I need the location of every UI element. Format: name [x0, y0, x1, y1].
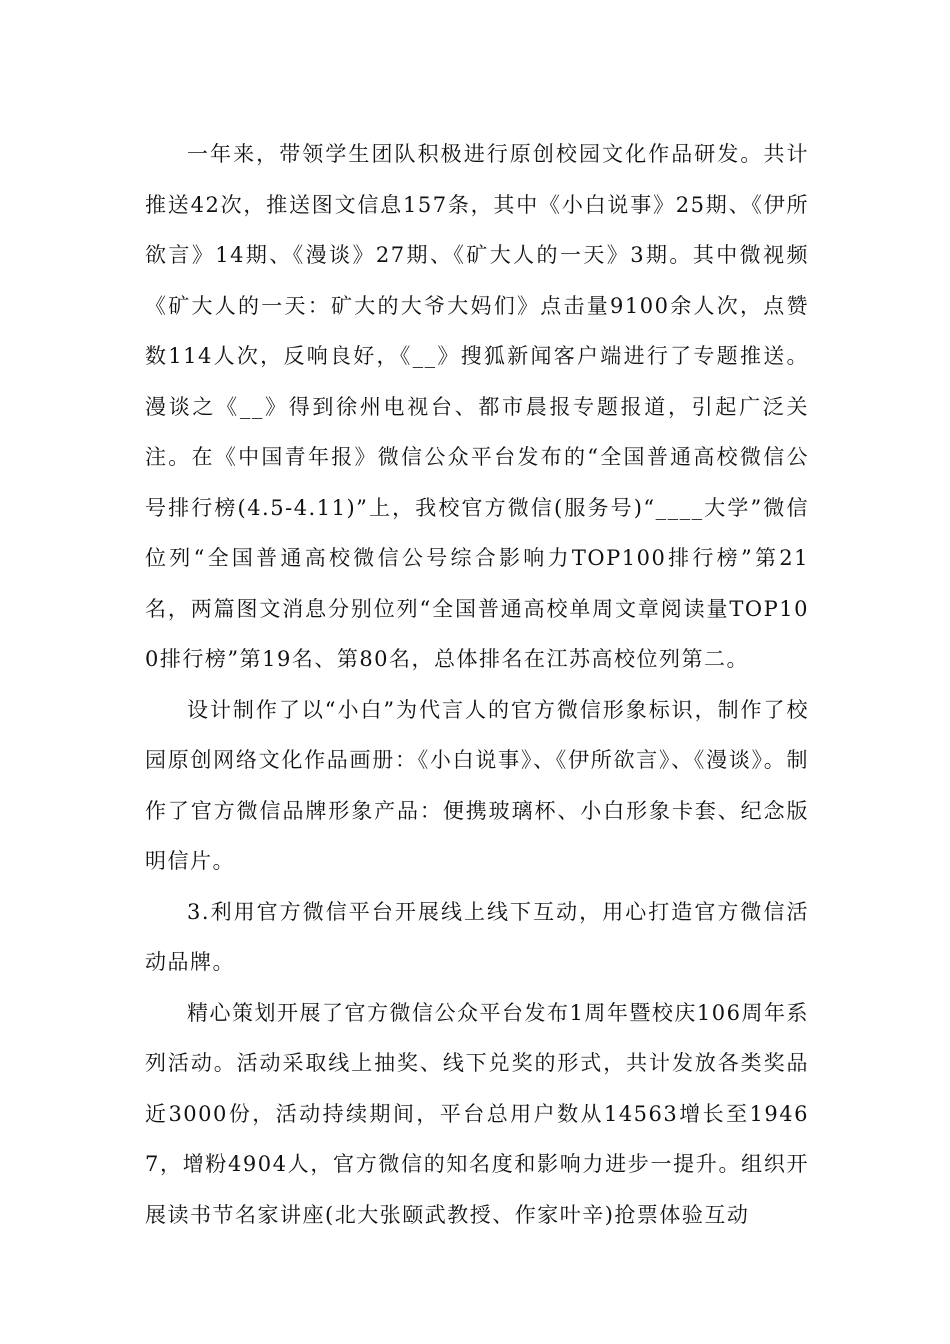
paragraph-anniversary-activities: 精心策划开展了官方微信公众平台发布1周年暨校庆106周年系列活动。活动采取线上抽奖、线下兑奖的形式，共计发放各类奖品近3000份，活动持续期间，平台总用户数从14563增长至19467，增粉4904人，官方微信的知名度和影响力进步一提升。组织开展读书节名家讲座(北大张颐武教授、作家叶辛)抢票体验互动	[145, 1000, 809, 1227]
paragraph-brand-design: 设计制作了以“小白”为代言人的官方微信形象标识，制作了校园原创网络文化作品画册：《小白说事》、《伊所欲言》、《漫谈》。制作了官方微信品牌形象产品：便携玻璃杯、小白形象卡套、纪念版明信片。	[145, 697, 809, 873]
document-body	[145, 129, 809, 1240]
paragraph-wechat-content-summary: 一年来，带领学生团队积极进行原创校园文化作品研发。共计推送42次，推送图文信息157条，其中《小白说事》25期、《伊所欲言》14期、《漫谈》27期、《矿大人的一天》3期。其中微视频《矿大人的一天：矿大的大爷大妈们》点击量9100余人次，点赞数114人次，反响良好，《__》搜狐新闻客户端进行了专题推送。漫谈之《__》得到徐州电视台、都市晨报专题报道，引起广泛关注。在《中国青年报》微信公众平台发布的“全国普通高校微信公号排行榜(4.5-4.11)”上，我校官方微信(服务号)“____大学”微信位列“全国普通高校微信公号综合影响力TOP100排行榜”第21名，两篇图文消息分别位列“全国普通高校单周文章阅读量TOP100排行榜”第19名、第80名，总体排名在江苏高校位列第二。	[145, 142, 809, 671]
paragraph-section-heading: 3.利用官方微信平台开展线上线下互动，用心打造官方微信活动品牌。	[145, 899, 809, 974]
